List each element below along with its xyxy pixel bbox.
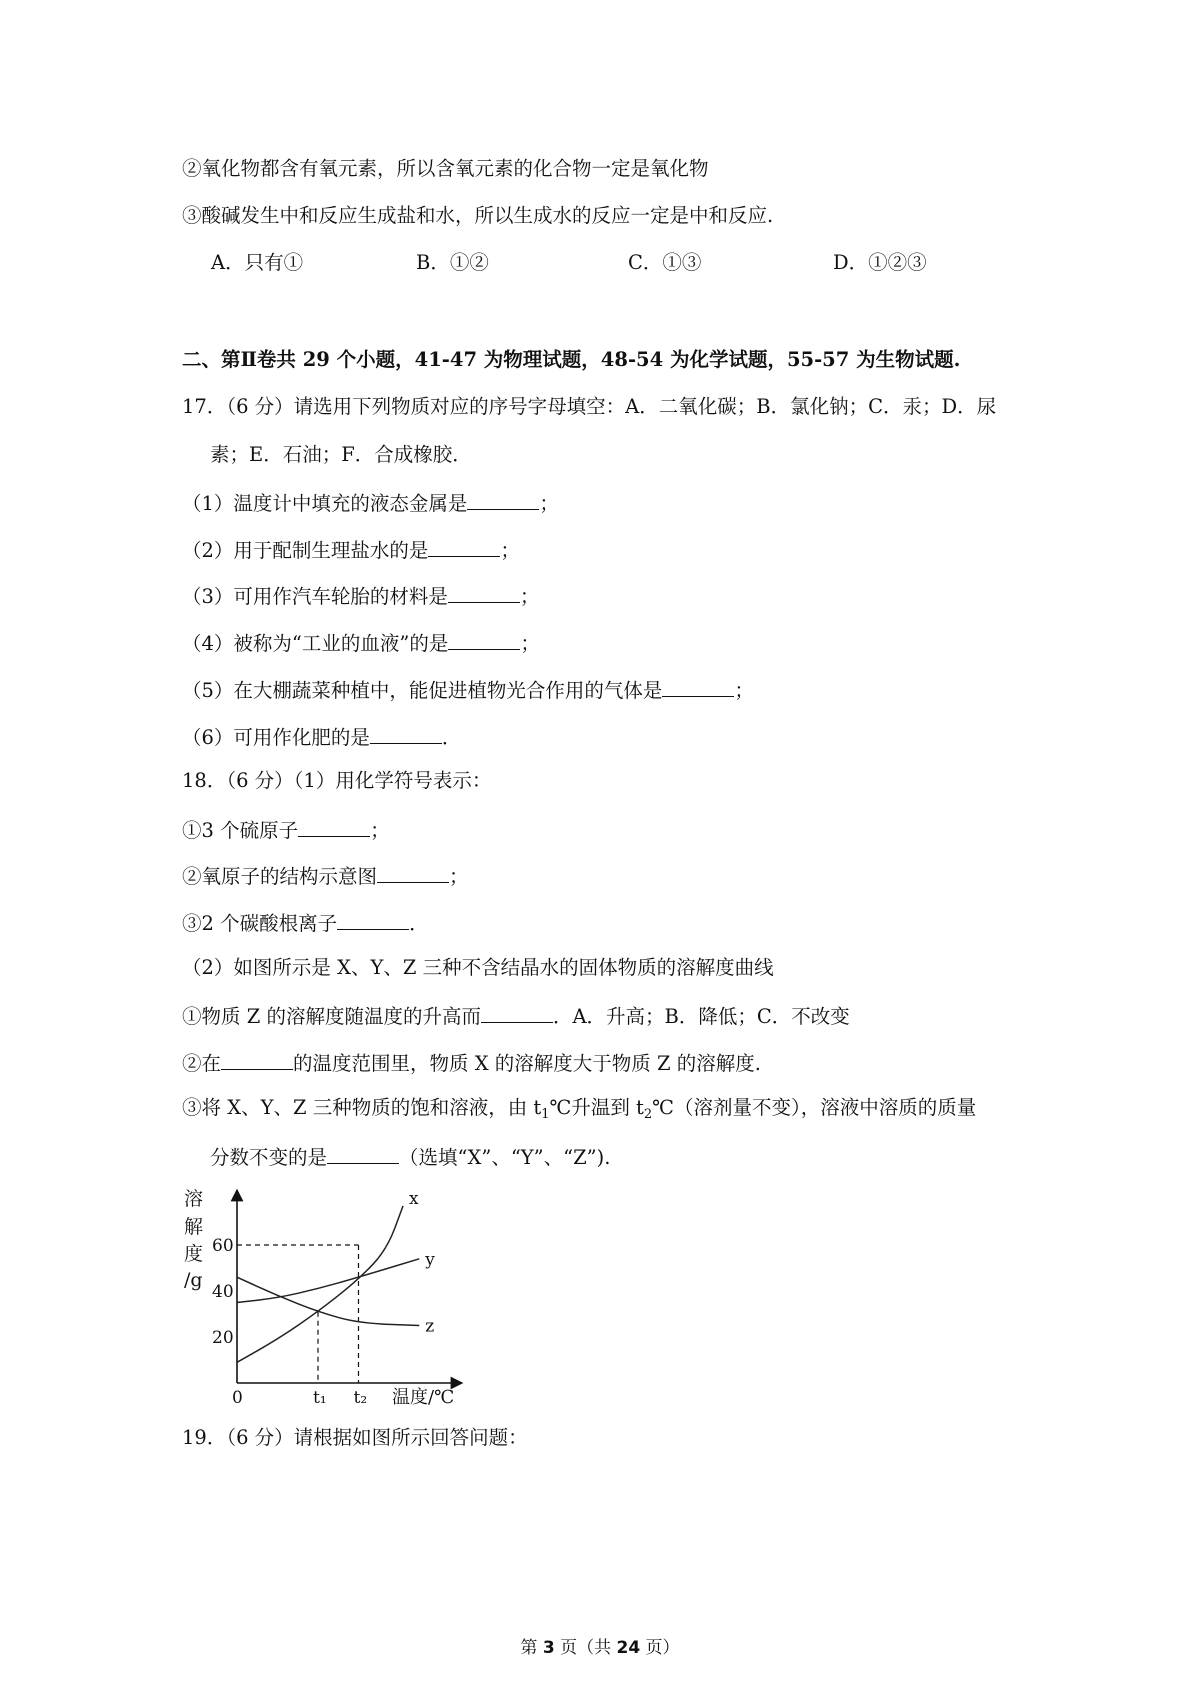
answer-blank[interactable] [337, 909, 409, 930]
solubility-curve-chart [182, 1185, 482, 1405]
answer-blank[interactable] [448, 582, 520, 603]
series-x-line [237, 1206, 403, 1362]
page-footer: 第 3 页（共 24 页） [520, 1638, 680, 1658]
y-axis-label-char: 解 [184, 1216, 204, 1238]
series-y-label: y [425, 1249, 435, 1270]
q17-item-5: （5）在大棚蔬菜种植中，能促进植物光合作用的气体是 ； [182, 676, 754, 703]
q18-part2-item-2: ②在 的温度范围里，物质 X 的溶解度大于物质 Z 的溶解度. [182, 1049, 761, 1076]
q18-item-1: ①3 个硫原子 ； [182, 816, 390, 843]
option-d: D．①②③ [833, 251, 927, 274]
x-axis-label: 温度/℃ [392, 1387, 455, 1405]
page-number: 3 [542, 1638, 555, 1658]
x-tick-label: 0 [232, 1388, 243, 1405]
y-axis-label-char: /g [184, 1269, 203, 1291]
q19-stem: 19．（6 分）请根据如图所示回答问题： [182, 1426, 528, 1449]
q18-part2-stem: （2）如图所示是 X、Y、Z 三种不含结晶水的固体物质的溶解度曲线 [182, 956, 774, 979]
q18-item-3: ③2 个碳酸根离子 ． [182, 909, 429, 936]
y-tick-label: 20 [212, 1328, 234, 1348]
q17-item-1: （1）温度计中填充的液态金属是 ； [182, 489, 559, 516]
q17-item-4: （4）被称为“工业的血液”的是 ； [182, 629, 540, 656]
answer-blank[interactable] [481, 1002, 553, 1023]
answer-blank[interactable] [327, 1143, 399, 1164]
x-tick-label: t₂ [353, 1388, 368, 1405]
answer-blank[interactable] [467, 489, 539, 510]
series-x-label: x [409, 1188, 419, 1209]
y-tick-label: 60 [212, 1236, 234, 1256]
series-z-line [237, 1277, 419, 1325]
q17-item-3: （3）可用作汽车轮胎的材料是 ； [182, 582, 539, 609]
x-tick-label: t₁ [313, 1388, 327, 1405]
option-c: C．①③ [628, 251, 702, 274]
answer-blank[interactable] [428, 536, 500, 557]
statement-2: ②氧化物都含有氧元素，所以含氧元素的化合物一定是氧化物 [182, 157, 709, 180]
q18-part2-item-1: ①物质 Z 的溶解度随温度的升高而 ．A．升高；B．降低；C．不改变 [182, 1002, 850, 1029]
statement-3: ③酸碱发生中和反应生成盐和水，所以生成水的反应一定是中和反应. [182, 204, 774, 227]
answer-blank[interactable] [370, 723, 442, 744]
answer-blank[interactable] [377, 862, 449, 883]
answer-blank[interactable] [448, 629, 520, 650]
answer-blank[interactable] [662, 676, 734, 697]
series-y-line [237, 1259, 419, 1303]
q17-item-2: （2）用于配制生理盐水的是 ； [182, 536, 520, 563]
section-heading: 二、第Ⅱ卷共 29 个小题，41-47 为物理试题，48-54 为化学试题，55-57 为生物试题. [182, 348, 961, 371]
answer-blank[interactable] [298, 816, 370, 837]
q17-stem-cont: 素；E．石油；F．合成橡胶． [210, 443, 472, 466]
q17-stem: 17．（6 分）请选用下列物质对应的序号字母填空：A．二氧化碳；B．氯化钠；C．汞；D．尿 [182, 395, 997, 418]
y-tick-label: 40 [212, 1282, 234, 1302]
y-axis-label [184, 1188, 203, 1291]
q18-part2-item-3-cont: 分数不变的是 （选填“X”、“Y”、“Z”). [210, 1143, 610, 1170]
q18-stem: 18．（6 分）（1）用化学符号表示： [182, 769, 492, 792]
y-axis-label-char: 度 [184, 1243, 204, 1265]
q18-item-2: ②氧原子的结构示意图 ； [182, 862, 469, 889]
option-a: A．只有① [211, 251, 304, 274]
page-total: 24 [616, 1638, 641, 1658]
q18-part2-item-3: ③将 X、Y、Z 三种物质的饱和溶液，由 $t_1℃$升温到 $t_2℃$（溶剂量不变），溶液中溶质的质量 [182, 1096, 977, 1122]
answer-blank[interactable] [221, 1049, 293, 1070]
series-z-label: z [425, 1316, 435, 1337]
option-b: B．①② [416, 251, 489, 274]
q17-item-6: （6）可用作化肥的是 ． [182, 723, 461, 750]
y-axis-label-char: 溶 [184, 1188, 204, 1210]
